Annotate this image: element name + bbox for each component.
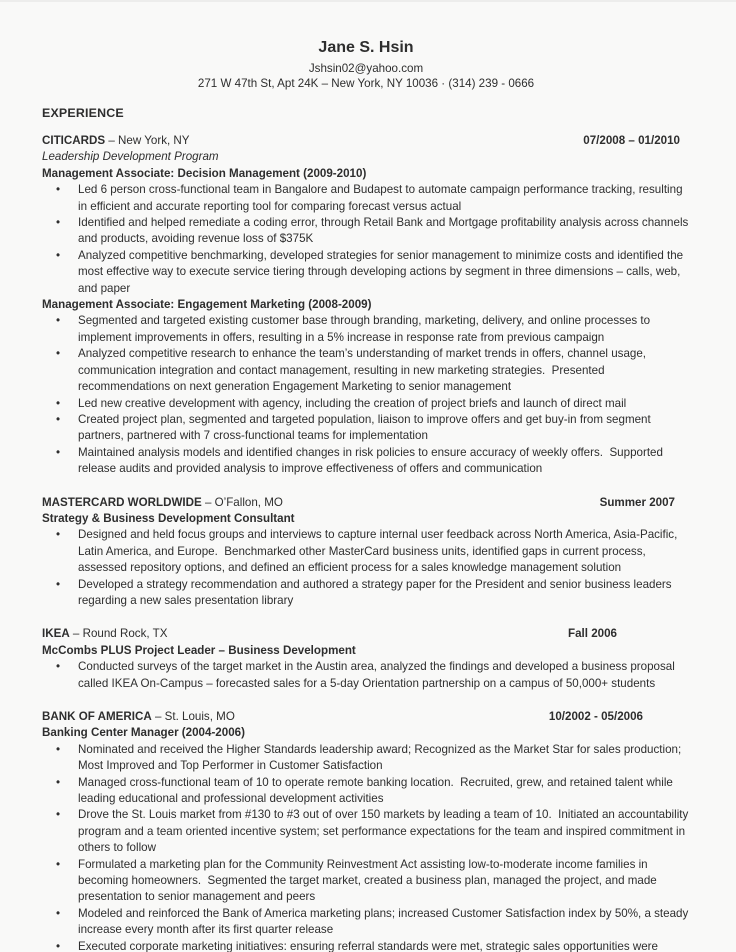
bullet-list bbox=[42, 659, 690, 692]
company-name: CITICARDS bbox=[42, 134, 106, 147]
bullet-list bbox=[42, 527, 690, 609]
role-title: Strategy & Business Development Consultant bbox=[42, 511, 295, 525]
job-header-row bbox=[42, 495, 690, 511]
bullet-list bbox=[42, 742, 690, 952]
job-header-row bbox=[42, 709, 690, 725]
email-text: Jshsin02@yahoo.com bbox=[308, 62, 424, 75]
bullet-item: • Analyzed competitive research to enhance the team’s understanding of market trends in offers, channel usage, communication integration and contact management, resulting in new marketing strategies. Presented recommendations on next generation Engagement Marketing to senior management bbox=[78, 346, 690, 395]
bullet-item: • Modeled and reinforced the Bank of America marketing plans; increased Customer Satisfaction index by 50%, a steady increase every month after its first quarter release bbox=[78, 906, 690, 939]
bullet-list bbox=[42, 313, 690, 477]
job-date: Fall 2006 bbox=[568, 627, 617, 641]
company-location bbox=[42, 495, 283, 511]
company-name: IKEA bbox=[42, 627, 70, 641]
bullet-item: • Led new creative development with agency, including the creation of project briefs and launch of direct mail bbox=[78, 396, 690, 412]
company-location bbox=[42, 626, 167, 642]
bullet-item: • Maintained analysis models and identified changes in risk policies to ensure accuracy of weekly offers. Supported release audits and provided analysis to improve effectiveness of offers and communication bbox=[78, 445, 690, 478]
job-header-row bbox=[42, 133, 690, 149]
role-title: Banking Center Manager (2004-2006) bbox=[42, 726, 245, 740]
job-date: Summer 2007 bbox=[599, 495, 675, 509]
bullet-item: • Created project plan, segmented and targeted population, liaison to improve offers and get buy-in from segment partners, partnered with 7 cross-functional teams for implementation bbox=[78, 412, 690, 445]
company-location bbox=[42, 133, 190, 149]
bullet-item: • Analyzed competitive benchmarking, developed strategies for senior management to minimize costs and identified the most effective way to execute service tiering through developing actions by segment in three dimensions – calls, web, and paper bbox=[78, 248, 690, 297]
resume-header bbox=[42, 38, 690, 91]
jobs-list bbox=[42, 133, 690, 952]
bullet-item: • Drove the St. Louis market from #130 to #3 out of over 150 markets by leading a team of 10. Initiated an accountability program and a team oriented incentive system; set performance expectations for the team and inspired commitment in others to follow bbox=[78, 807, 690, 856]
address-text: 271 W 47th St, Apt 24K – New York, NY 10036 · (314) 239 - 0666 bbox=[197, 77, 535, 90]
company-location-text: – St. Louis, MO bbox=[151, 710, 235, 723]
job-header-row bbox=[42, 626, 690, 642]
company-name: MASTERCARD WORLDWIDE bbox=[42, 495, 202, 509]
bullet-item: • Conducted surveys of the target market in the Austin area, analyzed the findings and developed a business proposal called IKEA On-Campus – forecasted sales for a 5-day Orientation partnership on a campus of 50,000+ students bbox=[78, 659, 690, 692]
role-title: McCombs PLUS Project Leader – Business Development bbox=[42, 643, 356, 657]
role-title: Management Associate: Engagement Marketing (2008-2009) bbox=[42, 298, 372, 312]
company-location bbox=[42, 709, 235, 725]
bullet-item: • Nominated and received the Higher Standards leadership award; Recognized as the Market Star for sales production; Most Improved and Top Performer in Customer Satisfaction bbox=[78, 742, 690, 775]
company-name: BANK OF AMERICA bbox=[42, 710, 152, 723]
job-section bbox=[42, 709, 690, 952]
bullet-item: • Designed and held focus groups and interviews to capture internal user feedback across North America, Asia-Pacific, Latin America, and Europe. Benchmarked other MasterCard business units, identified gaps in current process, assessed repository options, and defined an efficient process for a sales knowledge management solution bbox=[78, 527, 690, 576]
job-section bbox=[42, 133, 690, 478]
company-location-text: – O’Fallon, MO bbox=[201, 495, 283, 509]
job-section bbox=[42, 626, 690, 692]
bullet-item: • Led 6 person cross-functional team in Bangalore and Budapest to automate campaign performance tracking, resulting in efficient and accurate reporting tool for comparing forecast versus actual bbox=[78, 182, 690, 215]
job-date: 10/2002 - 05/2006 bbox=[548, 710, 643, 723]
job-date: 07/2008 – 01/2010 bbox=[583, 134, 680, 147]
bullet-item: • Developed a strategy recommendation and authored a strategy paper for the President and senior business leaders regarding a new sales presentation library bbox=[78, 577, 690, 610]
resume-content bbox=[0, 2, 736, 952]
bullet-item: • Segmented and targeted existing customer base through branding, marketing, delivery, and online processes to implement improvements in offers, resulting in a 5% increase in response rate from previous campaign bbox=[78, 313, 690, 346]
company-location-text: – Round Rock, TX bbox=[69, 627, 168, 641]
section-title-experience: EXPERIENCE bbox=[42, 106, 124, 120]
company-location-text: – New York, NY bbox=[105, 134, 190, 147]
bullet-item: • Executed corporate marketing initiatives: ensuring referral standards were met, strategic sales opportunities were bbox=[78, 939, 690, 952]
person-name: Jane S. Hsin bbox=[318, 39, 414, 56]
bullet-list bbox=[42, 182, 690, 297]
bullet-item: • Managed cross-functional team of 10 to operate remote banking location. Recruited, grew, and retained talent while leading educational and professional development activities bbox=[78, 775, 690, 808]
job-section bbox=[42, 495, 690, 610]
bullet-item: • Identified and helped remediate a coding error, through Retail Bank and Mortgage profitability analysis across channels and products, avoiding revenue loss of $375K bbox=[78, 215, 690, 248]
bullet-item: • Formulated a marketing plan for the Community Reinvestment Act assisting low-to-moderate income families in becoming homeowners. Segmented the target market, created a business plan, managed the project, and made presentation to senior management and peers bbox=[78, 857, 690, 906]
job-subtitle: Leadership Development Program bbox=[42, 150, 219, 164]
role-title: Management Associate: Decision Management (2009-2010) bbox=[42, 166, 367, 180]
